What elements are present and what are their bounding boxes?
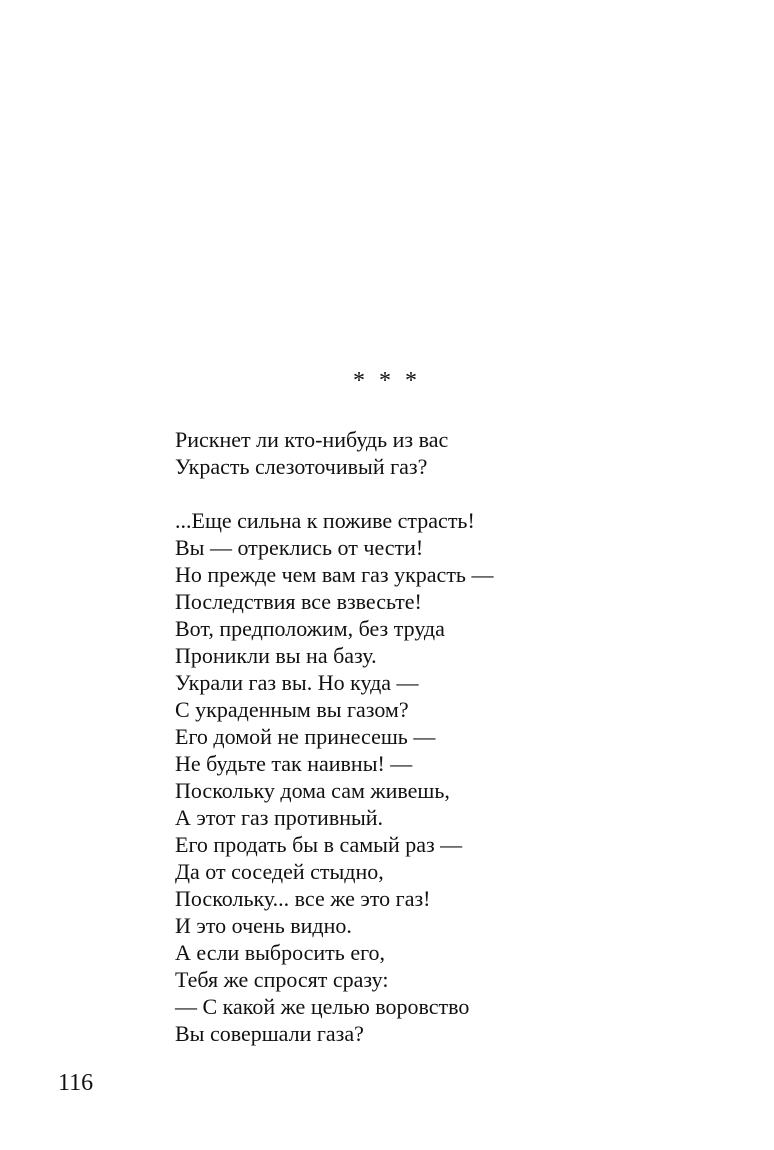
section-separator: * * * xyxy=(353,368,421,394)
poem-line: И это очень видно. xyxy=(175,913,352,938)
poem-line: Последствия все взвесьте! xyxy=(175,589,422,614)
poem-line: Вы — отреклись от чести! xyxy=(175,535,424,560)
poem-line: А если выбросить его, xyxy=(175,940,386,965)
poem-line: Тебя же спросят сразу: xyxy=(175,967,389,992)
poem-line: Его продать бы в самый раз — xyxy=(175,832,463,857)
poem-stanza-2 xyxy=(175,507,493,1047)
poem-line: ...Еще сильна к поживе страсть! xyxy=(175,508,475,533)
poem-line: Его домой не принесешь — xyxy=(175,724,436,749)
poem-line: Поскольку дома сам живешь, xyxy=(175,778,450,803)
poem-line: Но прежде чем вам газ украсть — xyxy=(175,562,494,587)
poem-line: Вот, предположим, без труда xyxy=(175,616,445,641)
poem-line: Рискнет ли кто-нибудь из вас xyxy=(175,427,449,452)
poem-line: Украсть слезоточивый газ? xyxy=(175,454,428,479)
poem-line: Вы совершали газа? xyxy=(175,1021,364,1046)
poem xyxy=(175,426,493,1047)
poem-line: Да от соседей стыдно, xyxy=(175,859,384,884)
poem-line: С украденным вы газом? xyxy=(175,697,409,722)
poem-line: А этот газ противный. xyxy=(175,805,384,830)
poem-line: Проникли вы на базу. xyxy=(175,643,377,668)
poem-line: Украли газ вы. Но куда — xyxy=(175,670,419,695)
poem-stanza-1 xyxy=(175,426,493,480)
poem-line: — С какой же целью воровство xyxy=(175,994,470,1019)
poem-line: Не будьте так наивны! — xyxy=(175,751,413,776)
page-number: 116 xyxy=(58,1070,94,1096)
poem-line: Поскольку... все же это газ! xyxy=(175,886,431,911)
